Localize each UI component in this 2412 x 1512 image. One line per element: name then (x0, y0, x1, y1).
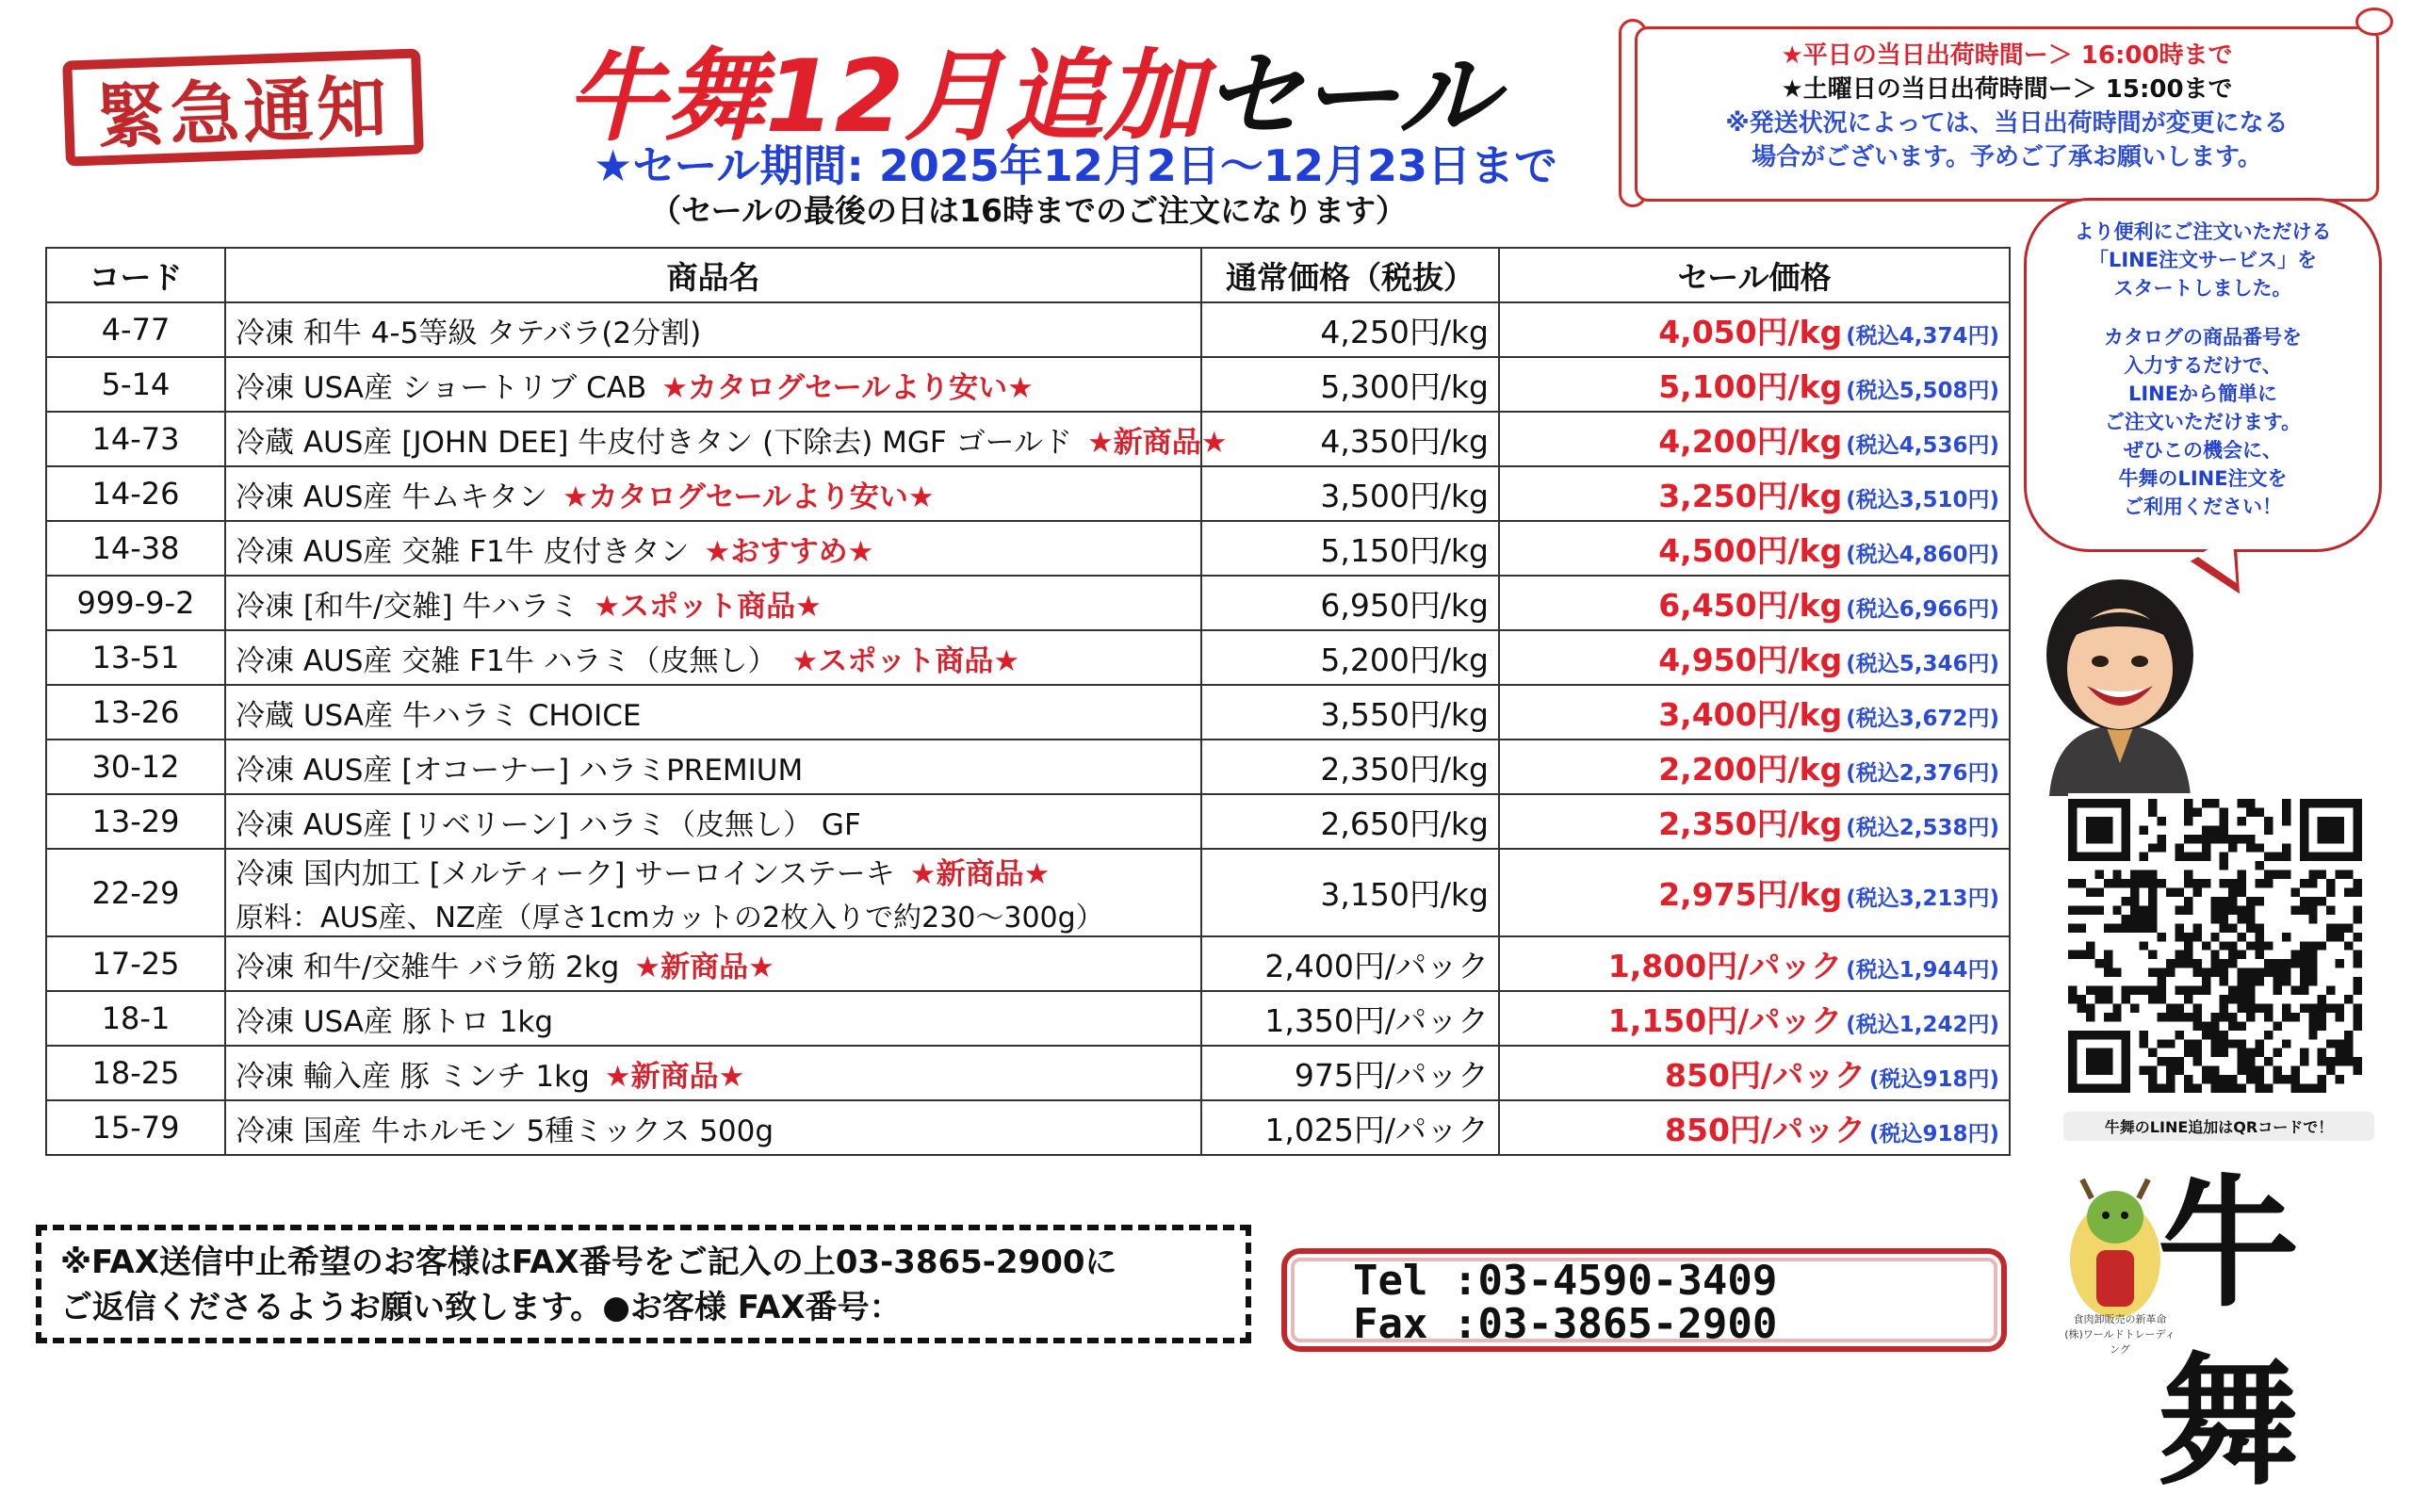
product-name-cell (225, 521, 1201, 576)
product-name: 冷凍 和牛/交雑牛 バラ筋 2kg (236, 950, 620, 984)
line-order-bubble (2024, 198, 2382, 552)
sale-price-cell (1499, 630, 2010, 685)
product-name-cell (225, 466, 1201, 521)
product-badge: ★新商品★ (1087, 425, 1228, 460)
product-code-cell: 22-29 (46, 849, 225, 936)
sale-price: 4,200円/kg (1658, 422, 1843, 460)
product-name: 冷凍 AUS産 交雑 F1牛 ハラミ（皮無し） (236, 643, 777, 678)
product-badge: ★スポット商品★ (594, 589, 822, 624)
product-name-cell (225, 630, 1201, 685)
product-name: 冷凍 USA産 豚トロ 1kg (236, 1004, 554, 1039)
logo-company: (株)ワールドトレーディング (2064, 1328, 2176, 1356)
regular-price-cell: 5,200円/kg (1201, 630, 1499, 685)
regular-price-cell: 5,300円/kg (1201, 357, 1499, 412)
tax-included-price: (税込918円) (1868, 1066, 1999, 1092)
table-row (46, 794, 2010, 849)
product-code-cell: 17-25 (46, 936, 225, 991)
product-name-cell (225, 794, 1201, 849)
sale-period: ★セール期間: 2025年12月2日～12月23日まで (594, 140, 1557, 191)
fax-number: Fax :03-3865-2900 (1353, 1300, 1778, 1348)
bubble-line: ご利用ください！ (2124, 496, 2282, 518)
title-red-part: 牛舞12月追加 (565, 39, 1204, 154)
product-name-cell (225, 849, 1201, 936)
header-name: 商品名 (225, 248, 1201, 302)
tax-included-price: (税込4,536円) (1846, 432, 1999, 458)
bubble-line: ご注文いただけます。 (2104, 411, 2302, 433)
product-code-cell: 4-77 (46, 302, 225, 357)
bubble-line: 入力するだけで、 (2124, 354, 2282, 377)
product-name-cell (225, 1100, 1201, 1155)
table-row (46, 357, 2010, 412)
sale-price-cell (1499, 576, 2010, 630)
product-badge: ★カタログセールより安い★ (562, 480, 935, 514)
tax-included-price: (税込2,538円) (1846, 815, 1999, 840)
regular-price-cell: 4,350円/kg (1201, 412, 1499, 466)
product-code-cell: 14-26 (46, 466, 225, 521)
sale-price-cell (1499, 794, 2010, 849)
shipping-saturday: ★土曜日の当日出荷時間ー＞ 15:00まで (1781, 75, 2233, 104)
product-code-cell: 14-73 (46, 412, 225, 466)
sale-price: 6,450円/kg (1658, 586, 1843, 624)
tax-included-price: (税込3,510円) (1846, 487, 1999, 512)
bubble-line (2027, 302, 2379, 323)
table-row (46, 576, 2010, 630)
fax-stop-notice (36, 1225, 1251, 1343)
sale-price-cell (1499, 1046, 2010, 1100)
regular-price-cell: 2,350円/kg (1201, 740, 1499, 794)
qr-caption: 牛舞のLINE追加はQRコードで！ (2063, 1112, 2374, 1141)
product-name: 冷蔵 USA産 牛ハラミ CHOICE (236, 698, 642, 733)
table-row (46, 685, 2010, 740)
sale-price: 2,350円/kg (1658, 805, 1843, 842)
sale-price: 2,200円/kg (1658, 750, 1843, 788)
product-note: 原料：AUS産、NZ産（厚さ1cmカットの2枚入りで約230～300g） (236, 902, 1104, 935)
product-badge: ★おすすめ★ (704, 534, 874, 569)
regular-price-cell: 3,150円/kg (1201, 849, 1499, 936)
sale-price: 3,400円/kg (1658, 695, 1843, 733)
product-name-cell (225, 740, 1201, 794)
product-code-cell: 5-14 (46, 357, 225, 412)
sale-price-cell (1499, 685, 2010, 740)
regular-price-cell: 6,950円/kg (1201, 576, 1499, 630)
contact-box (1281, 1248, 2007, 1352)
fax-notice-line-1: ※FAX送信中止希望のお客様はFAX番号をご記入の上03-3865-2900に (60, 1244, 1117, 1281)
table-row (46, 302, 2010, 357)
shipping-note-1: ※発送状況によっては、当日出荷時間が変更になる (1725, 109, 2289, 138)
header-regular-price: 通常価格（税抜） (1201, 248, 1499, 302)
product-code-cell: 13-29 (46, 794, 225, 849)
tax-included-price: (税込1,242円) (1846, 1012, 1999, 1037)
product-badge: ★新商品★ (634, 950, 774, 984)
regular-price-cell: 975円/パック (1201, 1046, 1499, 1100)
regular-price-cell: 5,150円/kg (1201, 521, 1499, 576)
product-name: 冷凍 和牛 4-5等級 タテバラ(2分割) (236, 316, 702, 350)
line-qr-code[interactable] (2068, 793, 2362, 1098)
sale-price: 1,800円/パック (1607, 947, 1843, 984)
bubble-line: 牛舞のLINE注文を (2118, 467, 2288, 490)
sale-price: 4,950円/kg (1658, 641, 1843, 678)
tax-included-price: (税込4,860円) (1846, 542, 1999, 567)
product-name: 冷凍 [和牛/交雑] 牛ハラミ (236, 589, 579, 624)
table-row (46, 630, 2010, 685)
sale-price: 3,250円/kg (1658, 477, 1843, 514)
product-name: 冷凍 輸入産 豚 ミンチ 1kg (236, 1059, 590, 1094)
product-badge: ★スポット商品★ (791, 643, 1020, 678)
sale-price-cell (1499, 412, 2010, 466)
product-code-cell: 18-1 (46, 991, 225, 1046)
product-code-cell: 30-12 (46, 740, 225, 794)
product-name-cell (225, 936, 1201, 991)
bubble-line: LINEから簡単に (2127, 382, 2278, 405)
title-black-part: セール (1203, 39, 1498, 154)
bubble-line: ぜひこの機会に、 (2124, 439, 2282, 462)
urgent-notice-stamp: 緊急通知 (62, 48, 424, 166)
sale-price: 5,100円/kg (1658, 367, 1843, 405)
price-table-body (46, 302, 2010, 1155)
bubble-line: より便利にご注文いただける (2074, 220, 2332, 243)
logo-tagline: 食肉卸販売の新革命 (2073, 1313, 2167, 1325)
sale-price: 4,500円/kg (1658, 531, 1843, 569)
product-badge: ★新商品★ (909, 857, 1051, 891)
regular-price-cell: 2,650円/kg (1201, 794, 1499, 849)
table-row (46, 466, 2010, 521)
tax-included-price: (税込4,374円) (1846, 323, 1999, 349)
product-code-cell: 15-79 (46, 1100, 225, 1155)
bubble-line: スタートしました。 (2113, 277, 2292, 300)
shipping-note-2: 場合がございます。予めご了承お願いします。 (1752, 143, 2262, 171)
sale-price-cell (1499, 357, 2010, 412)
sale-price-cell (1499, 302, 2010, 357)
product-code-cell: 18-25 (46, 1046, 225, 1100)
table-row (46, 1046, 2010, 1100)
product-name: 冷凍 AUS産 [リベリーン] ハラミ（皮無し） GF (236, 807, 861, 842)
sale-price: 2,975円/kg (1658, 876, 1843, 913)
product-name-cell (225, 685, 1201, 740)
regular-price-cell: 3,500円/kg (1201, 466, 1499, 521)
table-row (46, 412, 2010, 466)
product-badge: ★カタログセールより安い★ (661, 370, 1034, 405)
table-row (46, 1100, 2010, 1155)
table-row (46, 740, 2010, 794)
price-table (45, 247, 2011, 1156)
product-name: 冷凍 AUS産 牛ムキタン (236, 480, 547, 514)
header-code: コード (46, 248, 225, 302)
sale-period-note: （セールの最後の日は16時までのご注文になります） (650, 192, 1407, 229)
product-name-cell (225, 1046, 1201, 1100)
tel-number[interactable]: Tel :03-4590-3409 (1353, 1257, 1778, 1305)
product-name: 冷凍 USA産 ショートリブ CAB (236, 370, 647, 405)
bubble-line: カタログの商品番号を (2104, 326, 2302, 349)
product-code-cell: 999-9-2 (46, 576, 225, 630)
tax-included-price: (税込5,508円) (1846, 378, 1999, 403)
staff-portrait-image (2030, 575, 2209, 801)
product-code-cell: 14-38 (46, 521, 225, 576)
gyumai-logo: 牛舞 (2158, 1161, 2300, 1505)
table-header-row (46, 248, 2010, 302)
tax-included-price: (税込5,346円) (1846, 651, 1999, 676)
product-name-cell (225, 991, 1201, 1046)
tax-included-price: (税込1,944円) (1846, 957, 1999, 983)
table-row (46, 849, 2010, 936)
sale-price-cell (1499, 466, 2010, 521)
shipping-weekday: ★平日の当日出荷時間ー＞ 16:00時まで (1781, 41, 2233, 70)
regular-price-cell: 2,400円/パック (1201, 936, 1499, 991)
product-name-cell (225, 302, 1201, 357)
product-name-cell (225, 576, 1201, 630)
scroll-curl-right (2355, 8, 2393, 36)
tax-included-price: (税込918円) (1868, 1121, 1999, 1146)
tax-included-price: (税込2,376円) (1846, 760, 1999, 786)
table-row (46, 991, 2010, 1046)
regular-price-cell: 4,250円/kg (1201, 302, 1499, 357)
sale-price-cell (1499, 849, 2010, 936)
product-badge: ★新商品★ (604, 1059, 745, 1094)
regular-price-cell: 1,350円/パック (1201, 991, 1499, 1046)
product-name: 冷蔵 AUS産 [JOHN DEE] 牛皮付きタン (下除去) MGF ゴールド (236, 425, 1072, 460)
product-name-cell (225, 357, 1201, 412)
product-name: 冷凍 AUS産 交雑 F1牛 皮付きタン (236, 534, 690, 569)
bubble-line: 「LINE注文サービス」を (2088, 249, 2318, 271)
regular-price-cell: 1,025円/パック (1201, 1100, 1499, 1155)
sale-price-cell (1499, 936, 2010, 991)
product-name: 冷凍 国内加工 [メルティーク] サーロインステーキ (236, 857, 895, 891)
product-name-cell (225, 412, 1228, 466)
sale-price-cell (1499, 521, 2010, 576)
table-row (46, 521, 2010, 576)
sale-price-cell (1499, 740, 2010, 794)
sale-price-cell (1499, 1100, 2010, 1155)
tax-included-price: (税込3,213円) (1846, 886, 1999, 911)
tax-included-price: (税込6,966円) (1846, 596, 1999, 622)
regular-price-cell: 3,550円/kg (1201, 685, 1499, 740)
header-sale-price: セール価格 (1499, 248, 2010, 302)
shipping-info-box (1635, 26, 2379, 202)
fax-notice-line-2: ご返信くださるようお願い致します。●お客様 FAX番号： (60, 1289, 902, 1326)
product-code-cell: 13-26 (46, 685, 225, 740)
sale-price: 1,150円/パック (1607, 1001, 1843, 1039)
tax-included-price: (税込3,672円) (1846, 706, 1999, 731)
table-row (46, 936, 2010, 991)
sale-price: 850円/パック (1665, 1111, 1866, 1148)
sale-price: 4,050円/kg (1658, 313, 1843, 350)
page-title (565, 17, 1602, 154)
sale-price-cell (1499, 991, 2010, 1046)
product-name: 冷凍 AUS産 [オコーナー] ハラミPREMIUM (236, 753, 804, 788)
sale-price: 850円/パック (1665, 1056, 1866, 1094)
product-name: 冷凍 国産 牛ホルモン 5種ミックス 500g (236, 1114, 774, 1148)
product-code-cell: 13-51 (46, 630, 225, 685)
